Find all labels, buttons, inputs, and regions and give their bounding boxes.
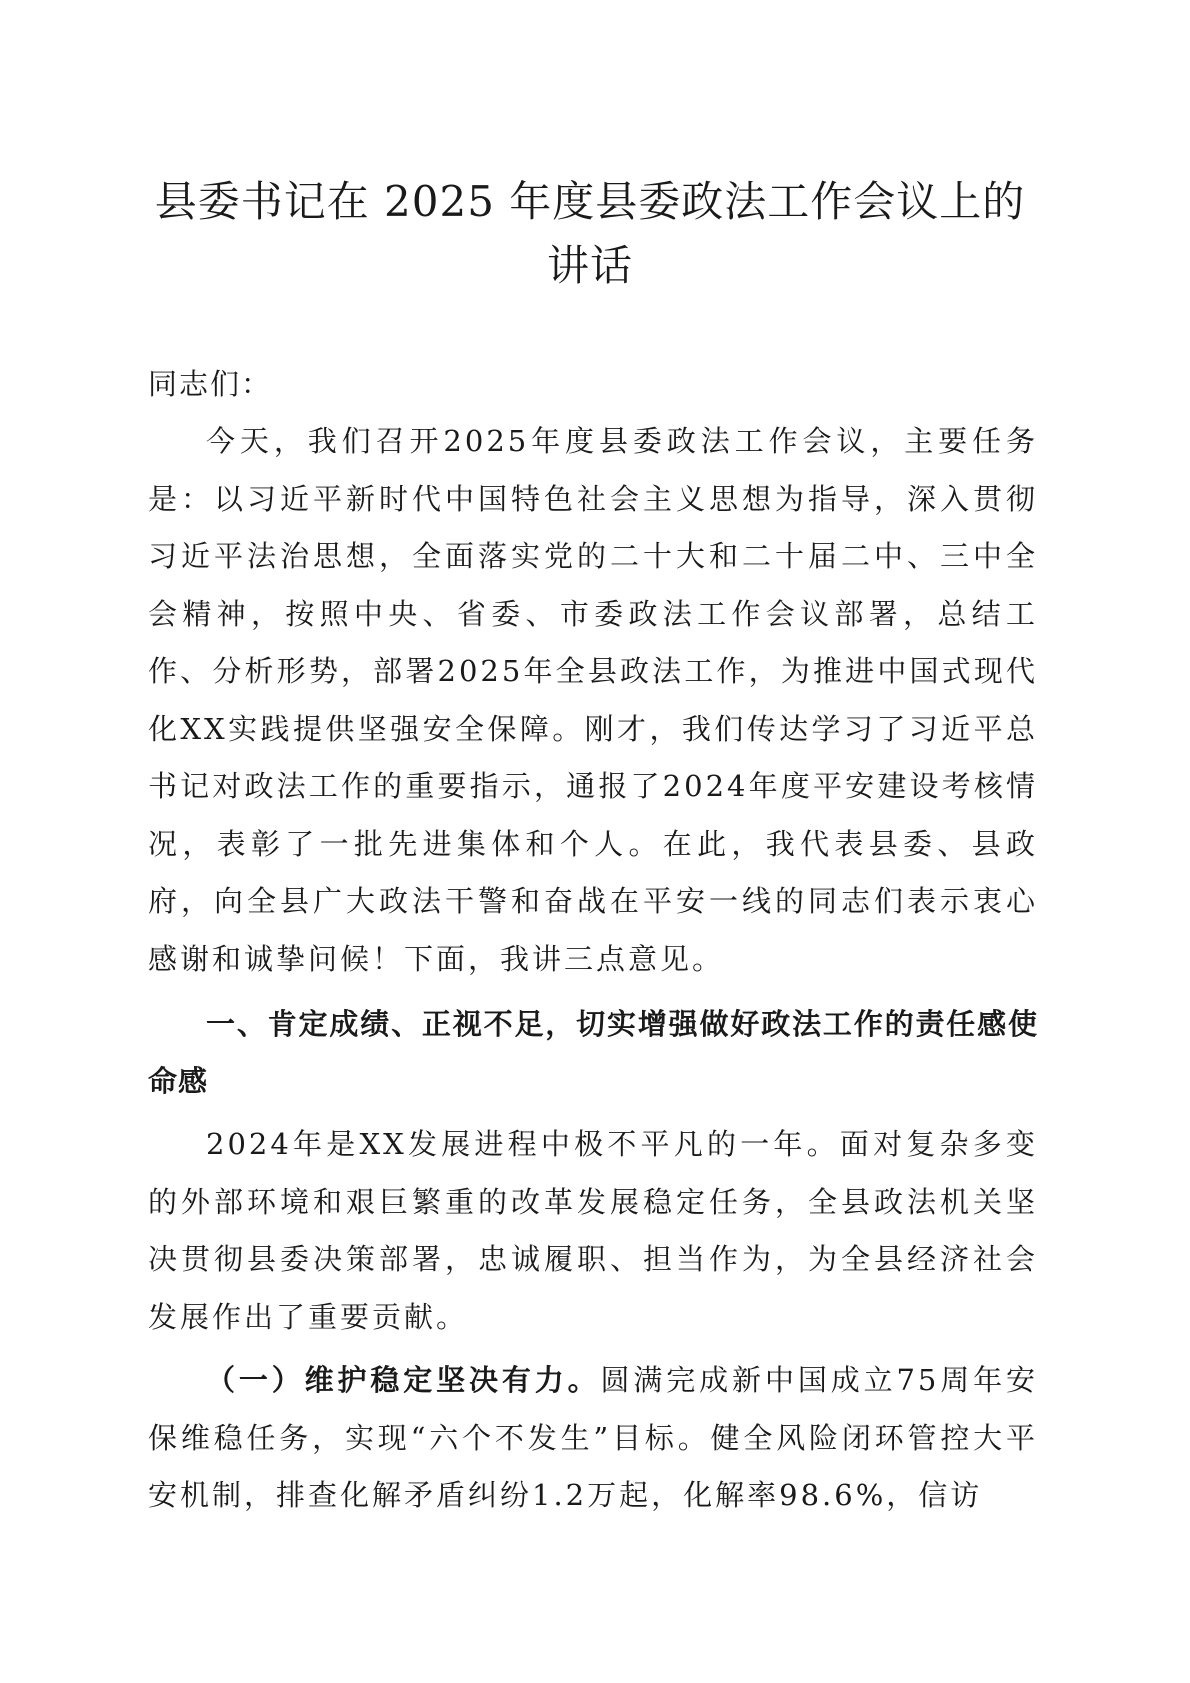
section-1-paragraph: 2024年是XX发展进程中极不平凡的一年。面对复杂多变的外部环境和艰巨繁重的改革发展稳定任务，全县政法机关坚决贯彻县委决策部署，忠诚履职、担当作为，为全县经济社会发展作出了重要贡献。 — [148, 1127, 1038, 1334]
section-heading-1: 一、肯定成绩、正视不足，切实增强做好政法工作的责任感使命感 — [148, 1007, 1038, 1098]
subsection-1-text: 圆满完成新中国成立75周年安保维稳任务，实现“六个不发生”目标。健全风险闭环管控大平安机制，排查化解矛盾纠纷1.2万起，化解率98.6%，信访 — [148, 1363, 1038, 1512]
intro-paragraph: 今天，我们召开2025年度县委政法工作会议，主要任务是：以习近平新时代中国特色社会主义思想为指导，深入贯彻习近平法治思想，全面落实党的二十大和二十届二中、三中全会精神，按照中央、省委、市委政法工作会议部署，总结工作、分析形势，部署2025年全县政法工作，为推进中国式现代化XX实践提供坚强安全保障。刚才，我们传达学习了习近平总书记对政法工作的重要指示，通报了2024年度平安建设考核情况，表彰了一批先进集体和个人。在此，我代表县委、县政府，向全县广大政法干警和奋战在平安一线的同志们表示衷心感谢和诚挚问候！下面，我讲三点意见。 — [148, 424, 1038, 976]
subsection-1-paragraph — [148, 1352, 1038, 1525]
document-body — [148, 355, 1038, 1525]
title-line-2: 讲话 — [546, 241, 633, 290]
greeting: 同志们： — [148, 367, 273, 401]
title-line-1: 县委书记在 2025 年度县委政法工作会议上的 — [154, 177, 1026, 226]
document-title — [140, 170, 1040, 298]
subsection-1-title: （一）维护稳定坚决有力。 — [206, 1363, 601, 1397]
